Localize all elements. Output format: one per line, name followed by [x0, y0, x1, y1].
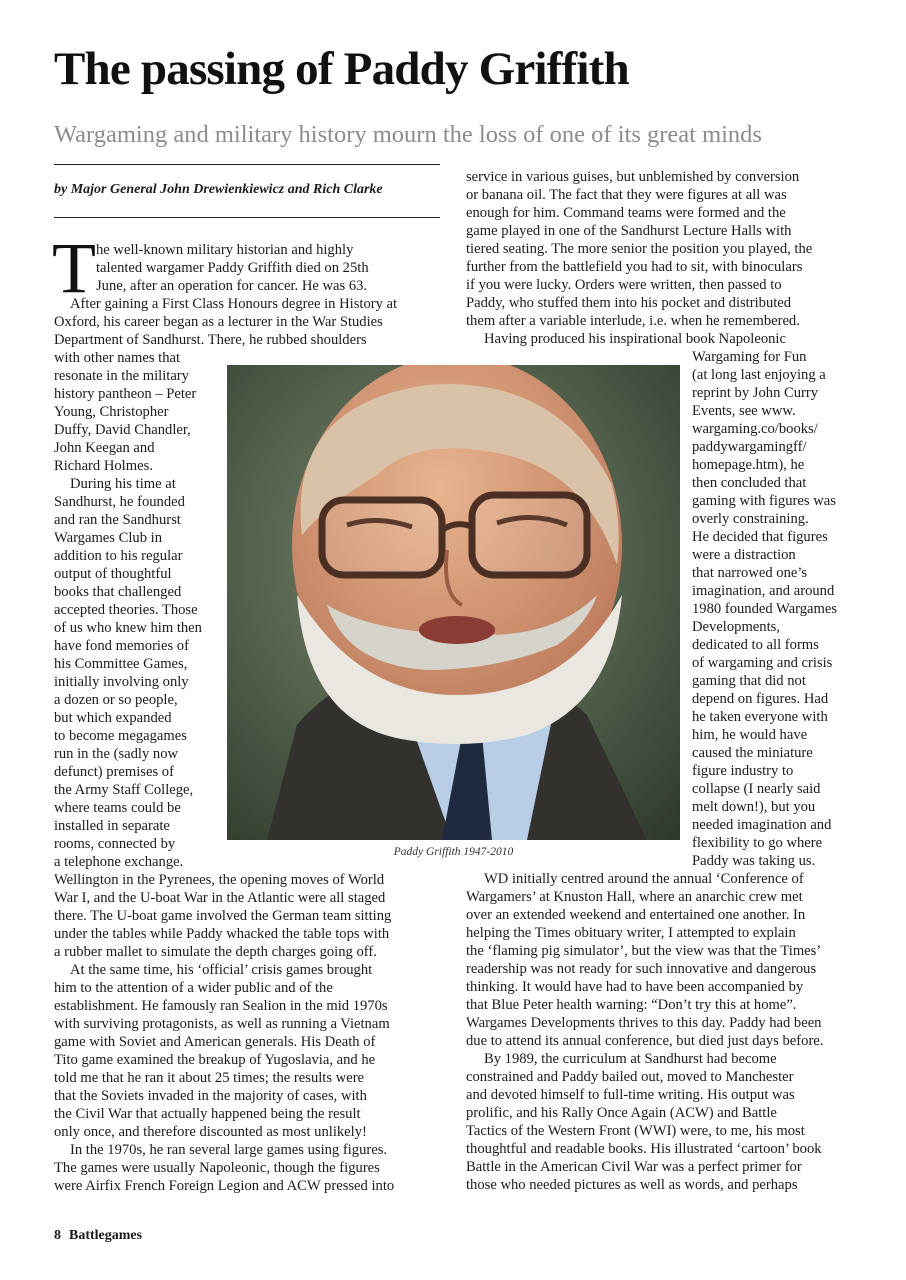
left-column-line: run in the (sadly now: [54, 746, 179, 762]
left-column-line: were Airfix French Foreign Legion and ACW pressed into: [54, 1178, 395, 1194]
left-column-line: The games were usually Napoleonic, though the figures: [54, 1160, 380, 1176]
left-column-line: initially involving only: [54, 674, 189, 690]
right-column-line: WD initially centred around the annual ‘Conference of: [484, 871, 804, 887]
right-column-line: were a distraction: [692, 547, 796, 563]
right-column-line: Paddy, who stuffed them into his pocket and distributed: [466, 295, 792, 311]
left-column-line: game with Soviet and American generals. His Death of: [54, 1034, 376, 1050]
right-column-line: caused the miniature: [692, 745, 813, 761]
byline: by Major General John Drewienkiewicz and Rich Clarke: [54, 182, 383, 197]
right-column-line: wargaming.co/books/: [692, 421, 818, 437]
left-column-line: to become megagames: [54, 728, 187, 744]
article-title: The passing of Paddy Griffith: [54, 43, 629, 95]
right-column-line: paddywargamingff/: [692, 439, 807, 455]
right-column-line: By 1989, the curriculum at Sandhurst had become: [484, 1051, 777, 1067]
right-column-line: melt down!), but you: [692, 799, 816, 815]
right-column-line: then concluded that: [692, 475, 807, 491]
left-column-line: and ran the Sandhurst: [54, 512, 181, 528]
left-column-line: the Civil War that actually happened being the result: [54, 1106, 361, 1122]
left-column-line: Young, Christopher: [54, 404, 169, 420]
right-column-line: and devoted himself to full-time writing. His output was: [466, 1087, 795, 1103]
left-column-line: rooms, connected by: [54, 836, 176, 852]
right-column-line: overly constraining.: [692, 511, 809, 527]
left-column-line: At the same time, his ‘official’ crisis games brought: [70, 962, 373, 978]
right-column-line: the ‘flaming pig simulator’, but the view was that the Times’: [466, 943, 822, 959]
byline-rule-top: [54, 164, 440, 165]
right-column-line: over an extended weekend and entertained one another. In: [466, 907, 806, 923]
right-column-line: enough for him. Command teams were formed and the: [466, 205, 786, 221]
right-column-line: Events, see www.: [692, 403, 796, 419]
publication-name: Battlegames: [69, 1228, 143, 1243]
right-column-line: needed imagination and: [692, 817, 832, 833]
left-column-line: a dozen or so people,: [54, 692, 178, 708]
left-column-line: have fond memories of: [54, 638, 189, 654]
left-column-line: Tito game examined the breakup of Yugoslavia, and he: [54, 1052, 376, 1068]
drop-cap: T: [52, 228, 96, 308]
left-column-line: a rubber mallet to simulate the depth charges going off.: [54, 944, 377, 960]
right-column-line: thoughtful and readable books. His illustrated ‘cartoon’ book: [466, 1141, 822, 1157]
right-column-line: those who needed pictures as well as words, and perhaps: [466, 1177, 798, 1193]
left-column-line: there. The U-boat game involved the German team sitting: [54, 908, 392, 924]
left-column-line: establishment. He famously ran Sealion in the mid 1970s: [54, 998, 388, 1014]
left-column-line: Department of Sandhurst. There, he rubbed shoulders: [54, 332, 367, 348]
right-column-line: due to attend its annual conference, but died just days before.: [466, 1033, 824, 1049]
page-number: 8: [54, 1228, 61, 1243]
right-column-line: reprint by John Curry: [692, 385, 819, 401]
left-column-line: Oxford, his career began as a lecturer in the War Studies: [54, 314, 383, 330]
right-column-line: Tactics of the Western Front (WWI) were, to me, his most: [466, 1123, 805, 1139]
right-column-line: Wargames Developments thrives to this day. Paddy had been: [466, 1015, 822, 1031]
left-column-line: In the 1970s, he ran several large games using figures.: [70, 1142, 388, 1158]
author-photo: [227, 365, 680, 840]
right-column-line: (at long last enjoying a: [692, 367, 826, 383]
right-column-line: further from the battlefield you had to sit, with binoculars: [466, 259, 803, 275]
left-column-line: a telephone exchange.: [54, 854, 184, 870]
right-column-line: game played in one of the Sandhurst Lecture Halls with: [466, 223, 792, 239]
left-column-line: addition to his regular: [54, 548, 183, 564]
right-column-line: constrained and Paddy bailed out, moved to Manchester: [466, 1069, 794, 1085]
right-column-line: helping the Times obituary writer, I attempted to explain: [466, 925, 796, 941]
right-column-line: if you were lucky. Orders were written, then passed to: [466, 277, 782, 293]
left-column-line: installed in separate: [54, 818, 170, 834]
right-column-line: tiered seating. The more senior the position you played, the: [466, 241, 813, 257]
left-column-line: under the tables while Paddy whacked the table tops with: [54, 926, 390, 942]
right-column-line: depend on figures. Had: [692, 691, 829, 707]
left-column-line: only once, and therefore discounted as most unlikely!: [54, 1124, 367, 1140]
left-column-line: defunct) premises of: [54, 764, 174, 780]
left-column-line: books that challenged: [54, 584, 182, 600]
left-column-line: Wargames Club in: [54, 530, 162, 546]
left-column-line: history pantheon – Peter: [54, 386, 197, 402]
right-column-line: prolific, and his Rally Once Again (ACW) and Battle: [466, 1105, 777, 1121]
left-column-line: Duffy, David Chandler,: [54, 422, 191, 438]
right-column-line: Wargaming for Fun: [692, 349, 807, 365]
right-column-line: Wargamers’ at Knuston Hall, where an anarchic crew met: [466, 889, 803, 905]
right-column-line: service in various guises, but unblemished by conversion: [466, 169, 800, 185]
right-column-line: Paddy was taking us.: [692, 853, 816, 869]
article-subtitle: Wargaming and military history mourn the loss of one of its great minds: [54, 121, 762, 148]
right-column-line: Developments,: [692, 619, 780, 635]
left-column-line: output of thoughtful: [54, 566, 172, 582]
right-column-line: Having produced his inspirational book Napoleonic: [484, 331, 786, 347]
right-column-line: He decided that figures: [692, 529, 828, 545]
page-footer: [54, 1228, 150, 1244]
right-column-line: them after a variable interlude, i.e. when he remembered.: [466, 313, 800, 329]
photo-caption: Paddy Griffith 1947-2010: [393, 846, 514, 858]
left-column-line: talented wargamer Paddy Griffith died on 25th: [96, 260, 369, 276]
left-column-line: accepted theories. Those: [54, 602, 198, 618]
right-column-line: gaming with figures was: [692, 493, 836, 509]
left-column-line: Richard Holmes.: [54, 458, 153, 474]
portrait-image: [227, 365, 680, 840]
left-column-line: resonate in the military: [54, 368, 189, 384]
left-column-line: with other names that: [54, 350, 181, 366]
right-column-line: figure industry to: [692, 763, 794, 779]
left-column-line: Wellington in the Pyrenees, the opening moves of World: [54, 872, 385, 888]
right-column-line: gaming that did not: [692, 673, 806, 689]
left-column-line: June, after an operation for cancer. He was 63.: [96, 278, 368, 294]
left-column-line: John Keegan and: [54, 440, 155, 456]
right-column-line: flexibility to go where: [692, 835, 823, 851]
right-column-line: Battle in the American Civil War was a perfect primer for: [466, 1159, 802, 1175]
left-column-line: During his time at: [70, 476, 176, 492]
left-column-line: of us who knew him then: [54, 620, 202, 636]
left-column-line: After gaining a First Class Honours degree in History at: [70, 296, 398, 312]
left-column-line: him to the attention of a wider public and of the: [54, 980, 333, 996]
right-column-line: readership was not ready for such innovative and dangerous: [466, 961, 817, 977]
left-column-line: the Army Staff College,: [54, 782, 194, 798]
right-column-line: dedicated to all forms: [692, 637, 819, 653]
left-column-line: but which expanded: [54, 710, 172, 726]
right-column-line: him, he would have: [692, 727, 808, 743]
right-column-line: imagination, and around: [692, 583, 835, 599]
right-column-line: collapse (I nearly said: [692, 781, 821, 797]
left-column-line: that the Soviets invaded in the majority of cases, with: [54, 1088, 367, 1104]
left-column-line: with surviving protagonists, as well as running a Vietnam: [54, 1016, 390, 1032]
right-column-line: he taken everyone with: [692, 709, 828, 725]
left-column-line: told me that he ran it about 25 times; the results were: [54, 1070, 365, 1086]
left-column-line: where teams could be: [54, 800, 181, 816]
right-column-line: that Blue Peter health warning: “Don’t try this at home”.: [466, 997, 797, 1013]
left-column-line: he well-known military historian and highly: [96, 242, 354, 258]
right-column-line: of wargaming and crisis: [692, 655, 833, 671]
right-column-line: 1980 founded Wargames: [692, 601, 838, 617]
byline-rule-bottom: [54, 217, 440, 218]
right-column-line: or banana oil. The fact that they were figures at all was: [466, 187, 787, 203]
right-column-line: homepage.htm), he: [692, 457, 805, 473]
right-column-line: thinking. It would have had to have been accompanied by: [466, 979, 804, 995]
right-column-line: that narrowed one’s: [692, 565, 808, 581]
left-column-line: his Committee Games,: [54, 656, 188, 672]
left-column-line: War I, and the U-boat War in the Atlantic were all staged: [54, 890, 386, 906]
left-column-line: Sandhurst, he founded: [54, 494, 185, 510]
